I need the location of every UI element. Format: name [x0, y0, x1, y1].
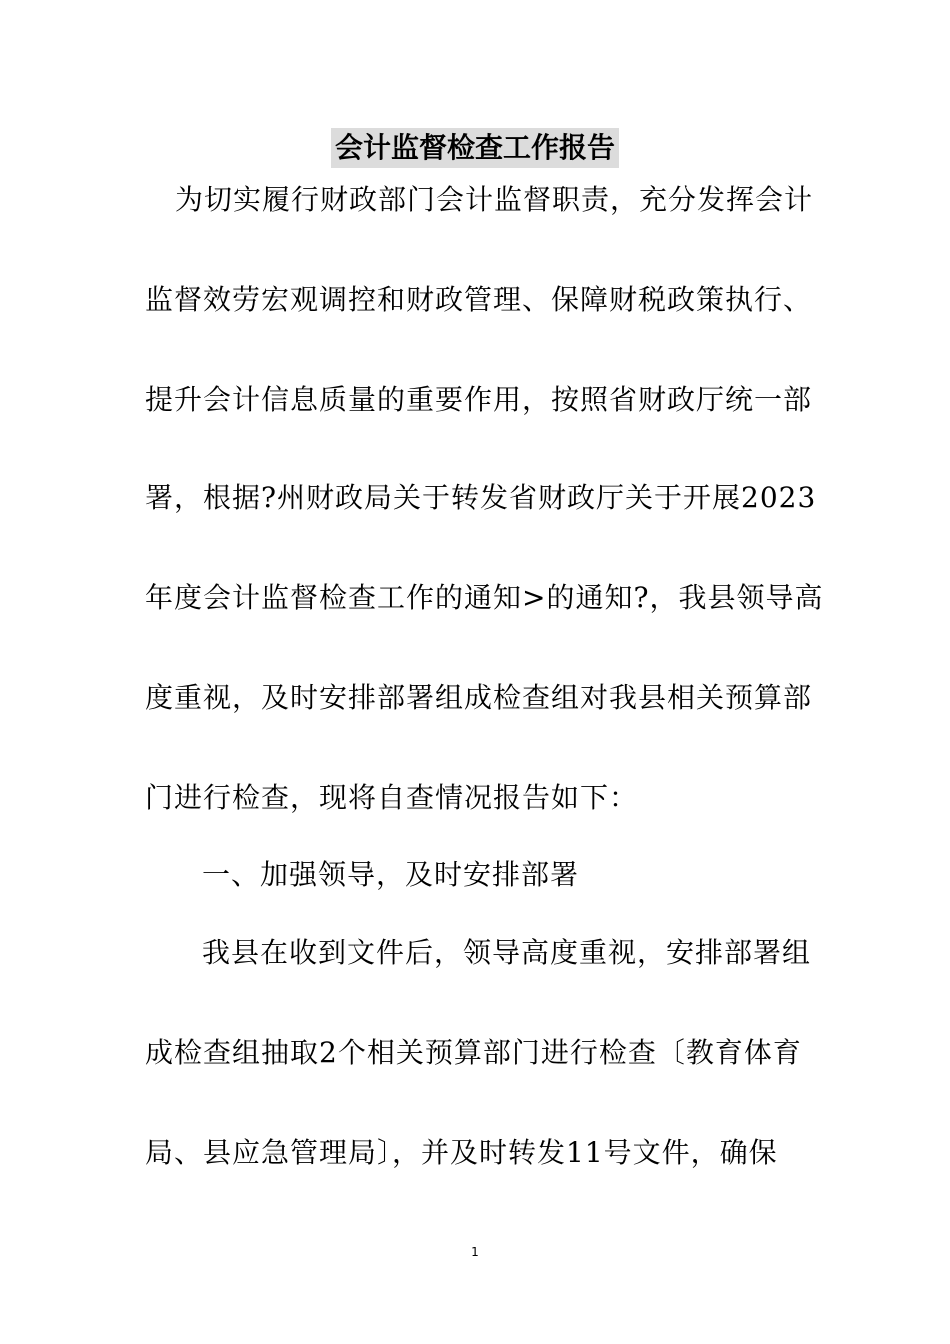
paragraph-line: 为切实履行财政部门会计监督职责，充分发挥会计 — [175, 183, 814, 216]
paragraph-line: 局、县应急管理局〕，并及时转发11号文件，确保 — [145, 1136, 778, 1169]
paragraph-line: 提升会计信息质量的重要作用，按照省财政厅统一部 — [145, 383, 813, 416]
paragraph-line: 成检查组抽取2个相关预算部门进行检查〔教育体育 — [145, 1036, 802, 1069]
paragraph-line: 我县在收到文件后，领导高度重视，安排部署组 — [202, 936, 812, 969]
section-heading: 一、加强领导，及时安排部署 — [202, 858, 580, 891]
paragraph-line: 度重视，及时安排部署组成检查组对我县相关预算部 — [145, 681, 813, 714]
title-container — [0, 128, 950, 168]
paragraph-line: 监督效劳宏观调控和财政管理、保障财税政策执行、 — [145, 283, 813, 316]
paragraph-line: 年度会计监督检查工作的通知>的通知?，我县领导高 — [145, 581, 824, 614]
document-title: 会计监督检查工作报告 — [331, 128, 619, 168]
paragraph-line: 署，根据?州财政局关于转发省财政厅关于开展2023 — [145, 481, 817, 514]
paragraph-line: 门进行检查，现将自查情况报告如下： — [145, 781, 639, 814]
page-number: 1 — [471, 1245, 479, 1259]
